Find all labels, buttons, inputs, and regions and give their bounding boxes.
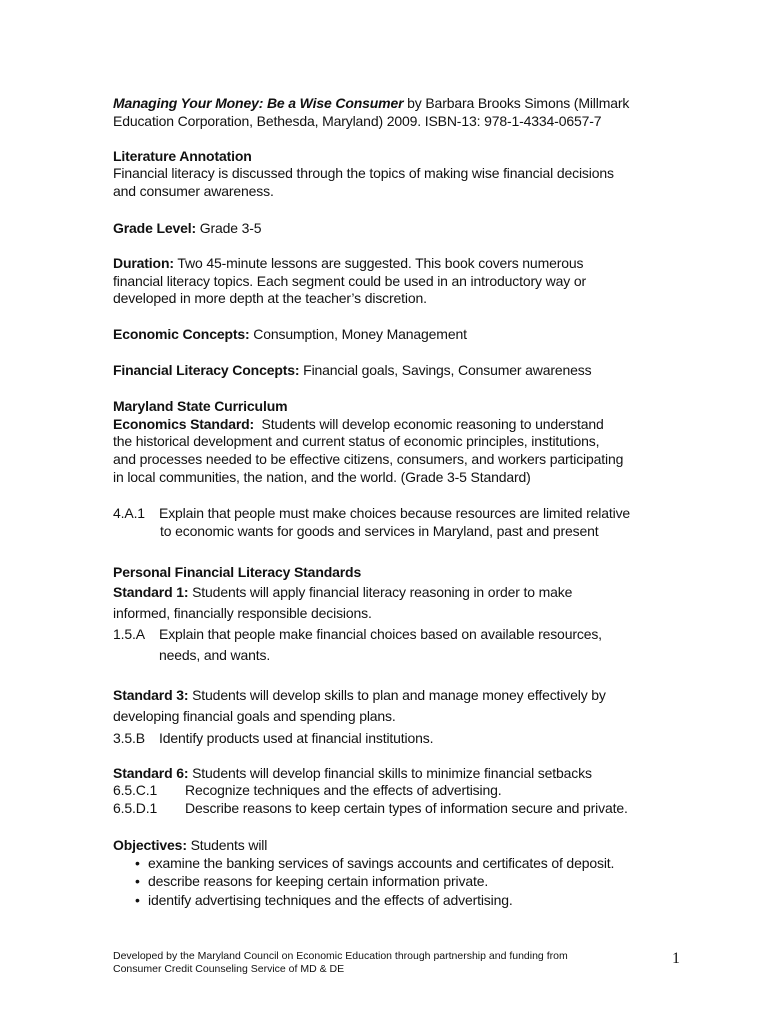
annotation-text-line: Financial literacy is discussed through the topics of making wise financial decisions: [113, 165, 614, 181]
maryland-curriculum-heading: Maryland State Curriculum: [113, 398, 288, 414]
standard-1-line: [113, 583, 572, 601]
page-number: 1: [672, 950, 680, 967]
bullet-icon: •: [135, 892, 140, 908]
economics-standard-text-line: and processes needed to be effective citizens, consumers, and workers participating: [113, 451, 624, 467]
standard-3-text-line: developing financial goals and spending plans.: [113, 708, 396, 724]
economic-concepts-line: [113, 325, 467, 343]
duration-text-line: financial literacy topics. Each segment could be used in an introductory way or: [113, 273, 586, 289]
duration-text: Two 45-minute lessons are suggested. This book covers numerous: [173, 255, 584, 271]
grade-level-value: Grade 3-5: [196, 220, 262, 236]
footer-credit-line: Developed by the Maryland Council on Economic Education through partnership and funding from: [113, 950, 568, 962]
literature-annotation-heading: Literature Annotation: [113, 148, 252, 164]
grade-level-line: [113, 219, 261, 237]
indicator-text: Explain that people must make choices because resources are limited relative: [159, 505, 631, 521]
duration-label: Duration:: [113, 255, 174, 271]
indicator-35b: [113, 729, 433, 747]
indicator-code: 3.5.B: [113, 730, 145, 746]
economics-standard-label: Economics Standard:: [113, 416, 255, 432]
citation-line-1: [113, 94, 629, 112]
economics-standard-line: [113, 415, 604, 433]
financial-literacy-concepts-line: [113, 361, 592, 379]
indicator-text: Explain that people make financial choices based on available resources,: [159, 626, 602, 642]
indicator-text-line: to economic wants for goods and services in Maryland, past and present: [160, 523, 599, 539]
grade-level-label: Grade Level:: [113, 220, 197, 236]
indicator-text: Recognize techniques and the effects of advertising.: [185, 782, 502, 798]
book-title: Managing Your Money: Be a Wise Consumer: [113, 95, 404, 111]
indicator-code: 1.5.A: [113, 626, 145, 642]
standard-1-text-line: informed, financially responsible decisions.: [113, 605, 372, 621]
standard-6-label: Standard 6:: [113, 765, 189, 781]
indicator-code: 4.A.1: [113, 505, 145, 521]
bullet-icon: •: [135, 873, 140, 889]
footer-credit-line: Consumer Credit Counseling Service of MD & DE: [113, 963, 345, 975]
standard-3-label: Standard 3:: [113, 687, 189, 703]
indicator-15a: [113, 625, 602, 643]
objective-text: examine the banking services of savings accounts and certificates of deposit.: [148, 855, 615, 871]
indicator-4a1: [113, 504, 630, 522]
standard-1-label: Standard 1:: [113, 584, 189, 600]
duration-text-line: developed in more depth at the teacher’s discretion.: [113, 290, 427, 306]
financial-literacy-concepts-label: Financial Literacy Concepts:: [113, 362, 300, 378]
objectives-label: Objectives:: [113, 837, 187, 853]
indicator-text: Describe reasons to keep certain types of information secure and private.: [185, 800, 628, 816]
objectives-intro: Students will: [186, 837, 268, 853]
objective-list-item: [135, 872, 488, 890]
indicator-text: Identify products used at financial institutions.: [159, 730, 434, 746]
standard-1-text: Students will apply financial literacy reasoning in order to make: [188, 584, 573, 600]
economic-concepts-label: Economic Concepts:: [113, 326, 250, 342]
indicator-text-line: needs, and wants.: [159, 647, 271, 663]
objectives-line: [113, 836, 267, 854]
economics-standard-text-line: the historical development and current status of economic principles, institutions,: [113, 433, 600, 449]
financial-literacy-concepts-value: Financial goals, Savings, Consumer awareness: [299, 362, 592, 378]
objective-text: describe reasons for keeping certain information private.: [148, 873, 489, 889]
standard-6-text: Students will develop financial skills to minimize financial setbacks: [188, 765, 592, 781]
objective-list-item: [135, 854, 614, 872]
standard-3-line: [113, 686, 606, 704]
economics-standard-text-line: in local communities, the nation, and the world. (Grade 3-5 Standard): [113, 469, 531, 485]
economic-concepts-value: Consumption, Money Management: [249, 326, 467, 342]
standard-3-text: Students will develop skills to plan and manage money effectively by: [188, 687, 606, 703]
indicator-65c1: [113, 781, 501, 799]
indicator-code: 6.5.C.1: [113, 782, 158, 798]
bullet-icon: •: [135, 855, 140, 871]
economics-standard-text: Students will develop economic reasoning to understand: [254, 416, 604, 432]
objective-list-item: [135, 891, 513, 909]
objective-text: identify advertising techniques and the effects of advertising.: [148, 892, 513, 908]
indicator-code: 6.5.D.1: [113, 800, 158, 816]
indicator-65d1: [113, 799, 628, 817]
duration-line: [113, 254, 583, 272]
citation-author: by Barbara Brooks Simons (Millmark: [403, 95, 630, 111]
standard-6-line: [113, 764, 592, 782]
annotation-text-line: and consumer awareness.: [113, 183, 274, 199]
citation-line-2: Education Corporation, Bethesda, Maryland) 2009. ISBN-13: 978-1-4334-0657-7: [113, 113, 602, 129]
personal-financial-literacy-heading: Personal Financial Literacy Standards: [113, 564, 362, 580]
